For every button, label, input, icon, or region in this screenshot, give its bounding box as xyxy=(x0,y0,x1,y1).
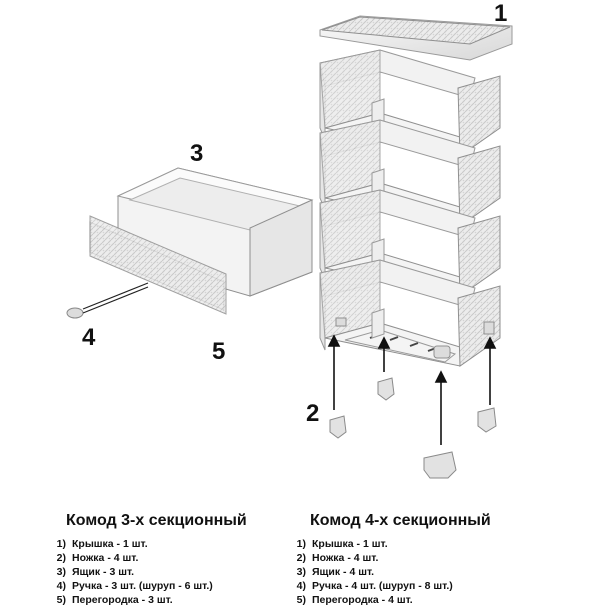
callout-2: 2 xyxy=(306,400,320,427)
left-legend-title: Комод 3-х секционный xyxy=(66,512,247,529)
lid-part xyxy=(320,16,512,60)
list-item: 3) Ящик - 3 шт. xyxy=(56,566,135,578)
left-parts-list xyxy=(44,537,213,607)
list-item: 2) Ножка - 4 шт. xyxy=(296,552,379,564)
callout-5: 5 xyxy=(212,338,226,365)
right-parts-list xyxy=(284,537,453,607)
handle-part xyxy=(67,283,148,318)
list-item: 4) Ручка - 3 шт. (шуруп - 6 шт.) xyxy=(56,580,213,592)
list-item: 5) Перегородка - 4 шт. xyxy=(296,594,413,606)
list-item: 5) Перегородка - 3 шт. xyxy=(56,594,173,606)
right-legend-title: Комод 4-х секционный xyxy=(310,512,491,529)
drawer-part xyxy=(90,168,312,314)
list-item: 4) Ручка - 4 шт. (шуруп - 8 шт.) xyxy=(296,580,453,592)
leg-parts xyxy=(330,378,496,478)
list-item: 1) Крышка - 1 шт. xyxy=(296,538,388,550)
list-item: 1) Крышка - 1 шт. xyxy=(56,538,148,550)
callout-4: 4 xyxy=(82,324,96,351)
list-item: 3) Ящик - 4 шт. xyxy=(296,566,375,578)
callout-1: 1 xyxy=(494,0,508,27)
callout-3: 3 xyxy=(190,140,204,167)
list-item: 2) Ножка - 4 шт. xyxy=(56,552,139,564)
